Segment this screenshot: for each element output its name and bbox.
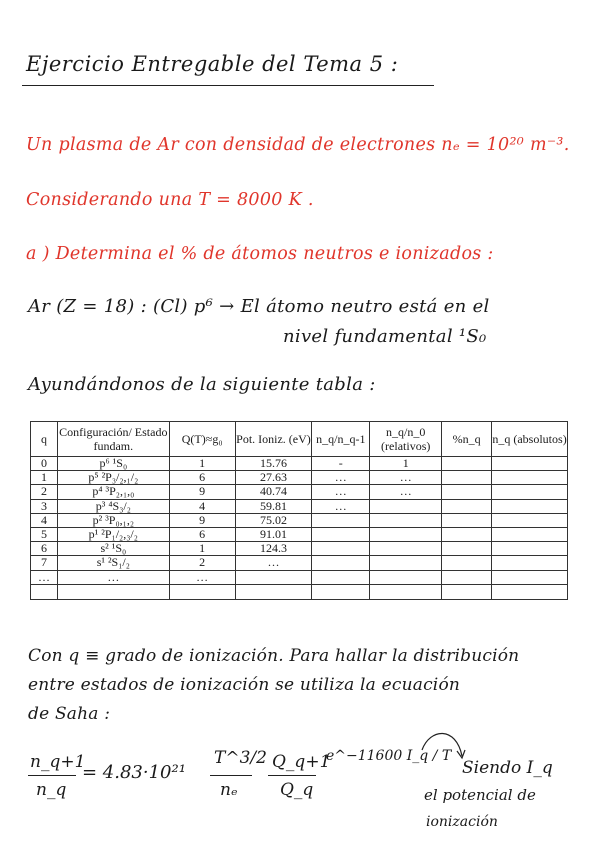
table-cell-q: 4	[31, 513, 58, 527]
table-row	[31, 457, 568, 471]
table-cell-abs	[492, 485, 568, 499]
saha-lhs-fraction-bar	[28, 775, 76, 776]
table-cell-q: 2	[31, 485, 58, 499]
table-cell-pot: 91.01	[235, 527, 312, 541]
table-cell-pot	[235, 570, 312, 584]
table-cell-g: 4	[169, 499, 235, 513]
table-cell-pct	[442, 570, 492, 584]
table-cell-q: 7	[31, 556, 58, 570]
table-cell-empty	[169, 584, 235, 599]
config-line-2: nivel fundamental ¹S₀	[283, 326, 487, 347]
table-cell-empty	[312, 584, 370, 599]
table-cell-r1	[312, 513, 370, 527]
table-row	[31, 527, 568, 541]
saha-temperature-denominator: nₑ	[220, 780, 238, 800]
table-cell-r2: 1	[370, 457, 442, 471]
saha-lhs-numerator: n_q+1	[30, 752, 86, 772]
table-row	[31, 570, 568, 584]
arrow-curve-icon	[418, 726, 468, 770]
table-cell-r2	[370, 556, 442, 570]
table-cell-g: 9	[169, 485, 235, 499]
table-cell-abs	[492, 499, 568, 513]
table-cell-abs	[492, 527, 568, 541]
table-cell-g: 1	[169, 542, 235, 556]
table-cell-pot: …	[235, 556, 312, 570]
table-cell-r1	[312, 556, 370, 570]
table-header-cell: q	[31, 422, 58, 457]
table-cell-r1	[312, 570, 370, 584]
table-cell-q: …	[31, 570, 58, 584]
table-cell-r2	[370, 499, 442, 513]
table-cell-r2: …	[370, 471, 442, 485]
table-header-cell: Q(T)≈g₀	[169, 422, 235, 457]
table-cell-r1: -	[312, 457, 370, 471]
table-header-cell: Configuración/ Estado fundam.	[57, 422, 169, 457]
table-row	[31, 499, 568, 513]
table-cell-q: 1	[31, 471, 58, 485]
table-cell-g: 6	[169, 471, 235, 485]
table-cell-empty	[57, 584, 169, 599]
title-underline	[22, 85, 434, 86]
saha-intro-line-2: entre estados de ionización se utiliza la ecuación	[28, 675, 461, 695]
config-line-1: Ar (Z = 18) : (Cl) p⁶ → El átomo neutro está en el	[28, 296, 490, 317]
table-header-cell: Pot. Ioniz. (eV)	[235, 422, 312, 457]
table-row	[31, 556, 568, 570]
table-cell-pot: 124.3	[235, 542, 312, 556]
saha-intro-line-3: de Saha :	[28, 704, 111, 724]
saha-coefficient: = 4.83·10²¹	[82, 762, 186, 783]
table-cell-r1	[312, 527, 370, 541]
table-cell-q: 0	[31, 457, 58, 471]
table-row	[31, 485, 568, 499]
table-cell-r2: …	[370, 485, 442, 499]
table-cell-abs	[492, 457, 568, 471]
table-cell-pot: 40.74	[235, 485, 312, 499]
statement-line-3: a ) Determina el % de átomos neutros e ionizados :	[26, 244, 494, 264]
table-cell-empty	[370, 584, 442, 599]
saha-note-line-1: Siendo I_q	[462, 758, 553, 778]
table-cell-empty	[442, 584, 492, 599]
table-cell-pot: 75.02	[235, 513, 312, 527]
table-cell-abs	[492, 542, 568, 556]
saha-note-line-3: ionización	[426, 814, 498, 830]
table-row	[31, 471, 568, 485]
table-cell-abs	[492, 556, 568, 570]
table-cell-r2	[370, 542, 442, 556]
table-cell-conf: p¹ ²P₁/₂,₃/₂	[57, 527, 169, 541]
table-cell-conf: p⁶ ¹S₀	[57, 457, 169, 471]
table-cell-r1: …	[312, 499, 370, 513]
table-intro: Ayundándonos de la siguiente tabla :	[28, 374, 376, 395]
table-cell-empty	[31, 584, 58, 599]
table-cell-conf: p³ ⁴S₃/₂	[57, 499, 169, 513]
table-cell-pct	[442, 542, 492, 556]
table-header-cell: %n_q	[442, 422, 492, 457]
table-header-cell: n_q/n_q-1	[312, 422, 370, 457]
table-cell-pct	[442, 499, 492, 513]
table-header-row	[31, 422, 568, 457]
table-cell-q: 6	[31, 542, 58, 556]
table-cell-conf: p⁵ ²P₃/₂,₁/₂	[57, 471, 169, 485]
table-cell-q: 5	[31, 527, 58, 541]
table-cell-pct	[442, 556, 492, 570]
statement-line-1: Un plasma de Ar con densidad de electrones nₑ = 10²⁰ m⁻³.	[26, 135, 570, 155]
saha-partition-fraction-bar	[268, 775, 316, 776]
saha-exponential: e^−11600 I_q / T	[326, 748, 452, 764]
table-row	[31, 513, 568, 527]
table-cell-abs	[492, 570, 568, 584]
table-cell-empty	[492, 584, 568, 599]
page-title: Ejercicio Entregable del Tema 5 :	[26, 52, 399, 76]
table-cell-conf: …	[57, 570, 169, 584]
table-cell-conf: p² ³P₀,₁,₂	[57, 513, 169, 527]
saha-partition-denominator: Q_q	[280, 780, 314, 800]
table-cell-conf: s¹ ²S₁/₂	[57, 556, 169, 570]
saha-note-line-2: el potencial de	[424, 786, 536, 804]
table-cell-pot: 15.76	[235, 457, 312, 471]
table-cell-r2	[370, 527, 442, 541]
table-cell-q: 3	[31, 499, 58, 513]
table-cell-abs	[492, 513, 568, 527]
table-cell-g: 9	[169, 513, 235, 527]
saha-temperature-numerator: T^3/2	[214, 748, 267, 768]
table-header-cell: n_q (absolutos)	[492, 422, 568, 457]
table-cell-r1: …	[312, 485, 370, 499]
table-cell-g: 1	[169, 457, 235, 471]
table-cell-pct	[442, 485, 492, 499]
ionization-table	[30, 421, 568, 600]
table-cell-empty	[235, 584, 312, 599]
table-cell-conf: p⁴ ³P₂,₁,₀	[57, 485, 169, 499]
table-cell-abs	[492, 471, 568, 485]
table-cell-g: …	[169, 570, 235, 584]
table-cell-r1: …	[312, 471, 370, 485]
table-cell-pct	[442, 471, 492, 485]
table-cell-g: 6	[169, 527, 235, 541]
table-row	[31, 542, 568, 556]
table-cell-pct	[442, 513, 492, 527]
statement-line-2: Considerando una T = 8000 K .	[26, 190, 314, 210]
saha-intro-line-1: Con q ≡ grado de ionización. Para hallar la distribución	[28, 646, 520, 666]
table-cell-pot: 59.81	[235, 499, 312, 513]
table-cell-conf: s² ¹S₀	[57, 542, 169, 556]
table-header-cell: n_q/n_0 (relativos)	[370, 422, 442, 457]
table-cell-pct	[442, 457, 492, 471]
table-row-blank	[31, 584, 568, 599]
table-cell-r2	[370, 513, 442, 527]
saha-temperature-fraction-bar	[210, 775, 252, 776]
table-cell-r2	[370, 570, 442, 584]
table-cell-r1	[312, 542, 370, 556]
table-cell-pot: 27.63	[235, 471, 312, 485]
table-cell-g: 2	[169, 556, 235, 570]
table-cell-pct	[442, 527, 492, 541]
saha-lhs-denominator: n_q	[36, 780, 67, 800]
saha-partition-numerator: Q_q+1	[272, 752, 331, 772]
